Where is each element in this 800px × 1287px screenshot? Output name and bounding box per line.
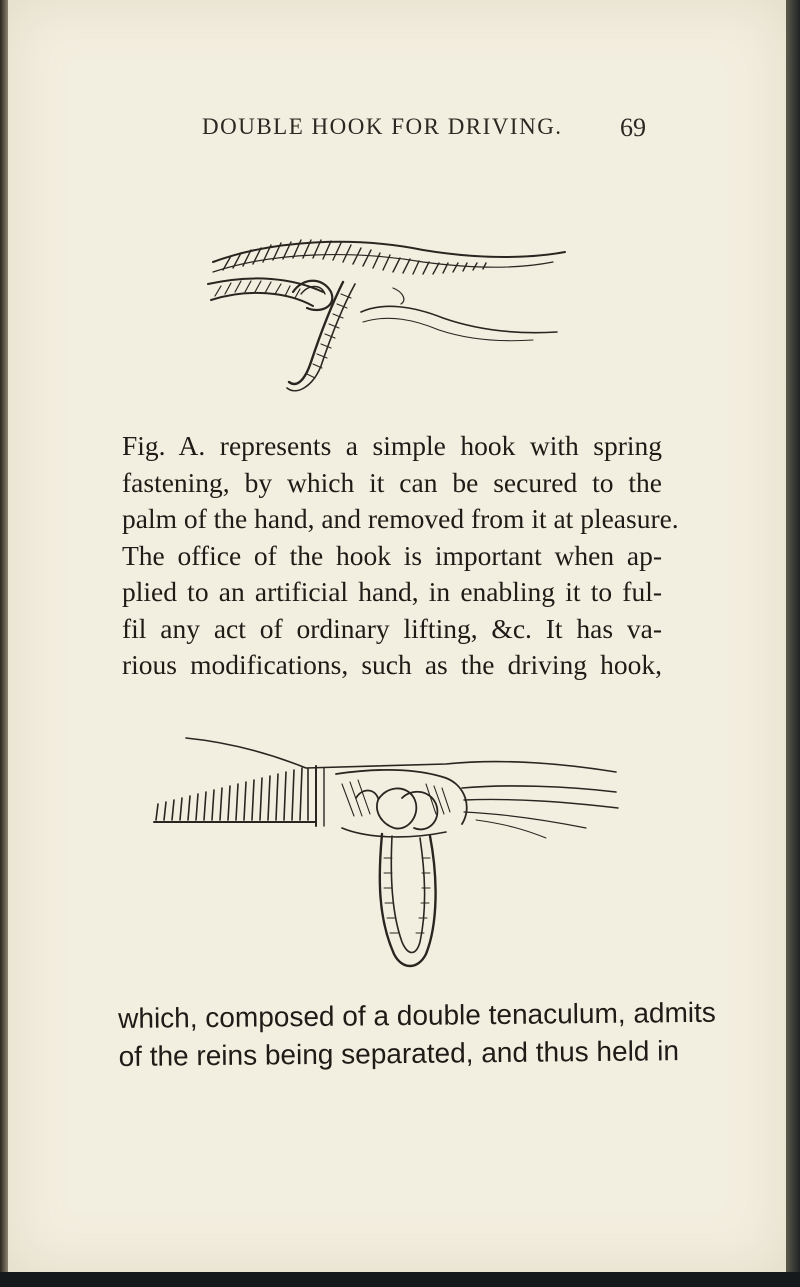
text-line: palm of the hand, and removed from it at pleasure.: [122, 503, 679, 534]
text-line: rious modifications, such as the driving hook,: [122, 649, 662, 680]
text-line: fastening, by which it can be secured to the: [122, 466, 662, 498]
book-page-edge: [786, 0, 800, 1287]
text-line: fil any act of ordinary lifting, &c. It has va-: [122, 612, 662, 644]
paragraph-upper: [122, 428, 679, 684]
text-line: plied to an artificial hand, in enabling it to ful-: [122, 576, 662, 607]
running-title: DOUBLE HOOK FOR DRIVING.: [202, 114, 563, 139]
text-line: of the reins being separated, and thus held in: [118, 1035, 680, 1072]
page-number: 69: [620, 113, 646, 142]
text-line: Fig. A. represents a simple hook with spring: [122, 430, 662, 461]
book-spine-edge: [0, 0, 8, 1287]
text-line: which, composed of a double tenaculum, admits: [118, 996, 716, 1034]
simple-hook-with-spring-fastening-illustration: [193, 222, 573, 397]
running-head: [8, 114, 786, 148]
double-hook-for-driving-illustration: [146, 728, 626, 978]
book-bottom-edge: [0, 1272, 800, 1287]
book-page: [8, 0, 786, 1272]
text-line: The office of the hook is important when ap-: [122, 539, 662, 571]
paragraph-lower: [118, 995, 716, 1076]
